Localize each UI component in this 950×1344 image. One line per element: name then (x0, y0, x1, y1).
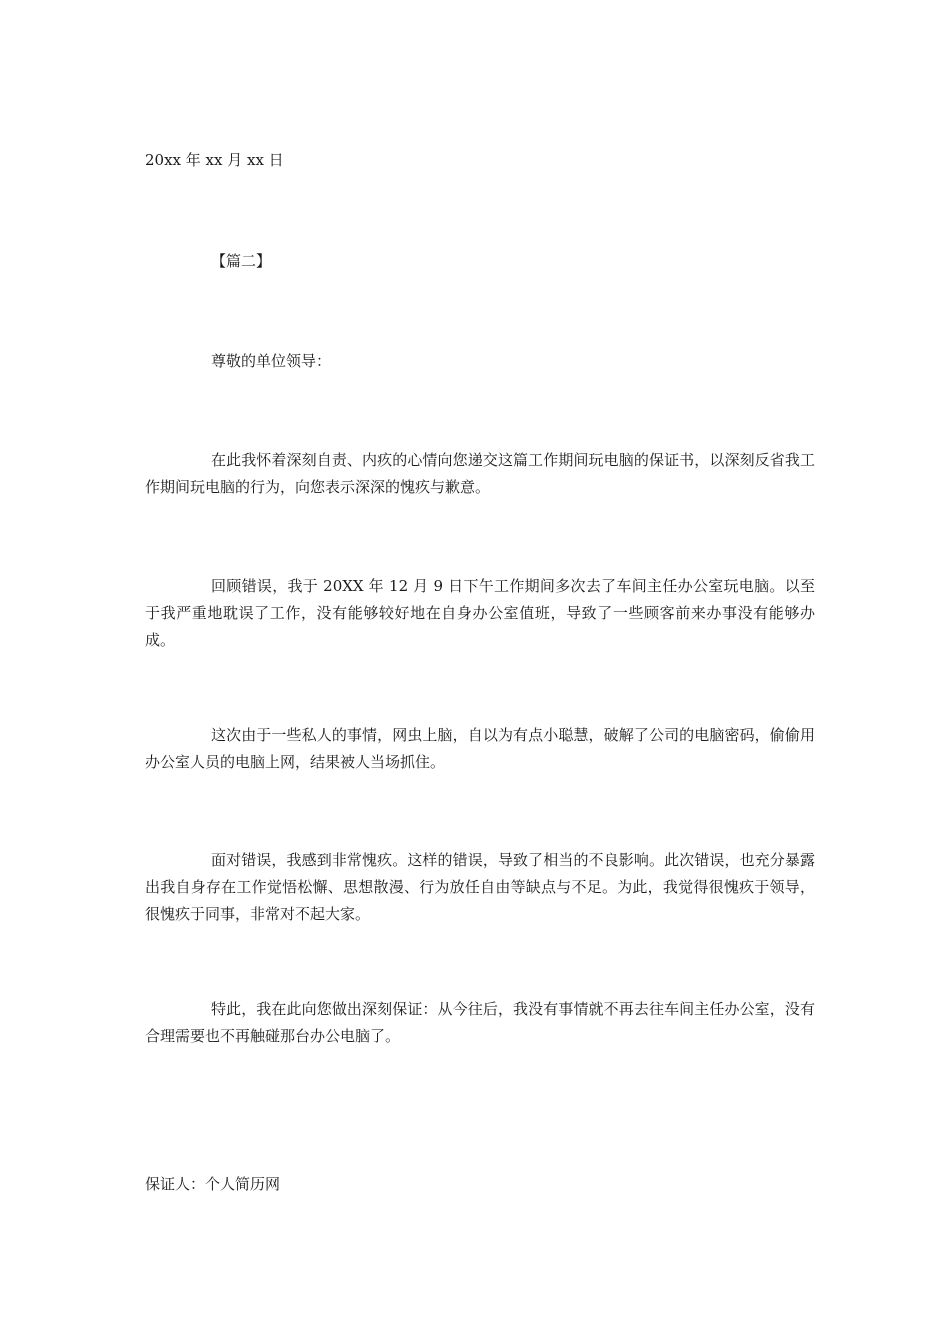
paragraph-5: 特此，我在此向您做出深刻保证：从今往后，我没有事情就不再去往车间主任办公室，没有合理需要也不再触碰那台办公电脑了。 (145, 1000, 815, 1045)
salutation: 尊敬的单位领导： (211, 352, 332, 370)
paragraph-3: 这次由于一些私人的事情，网虫上脑，自以为有点小聪慧，破解了公司的电脑密码，偷偷用办公室人员的电脑上网，结果被人当场抓住。 (145, 726, 815, 771)
paragraph-1: 在此我怀着深刻自责、内疚的心情向您递交这篇工作期间玩电脑的保证书，以深刻反省我工作期间玩电脑的行为，向您表示深深的愧疚与歉意。 (145, 451, 815, 496)
paragraph-2: 回顾错误，我于 20XX 年 12 月 9 日下午工作期间多次去了车间主任办公室玩电脑。以至于我严重地耽误了工作，没有能够较好地在自身办公室值班，导致了一些顾客前来办事没有能够办成。 (145, 577, 815, 649)
signature-line: 保证人：个人简历网 (145, 1175, 281, 1193)
document-date: 20xx 年 xx 月 xx 日 (145, 151, 284, 169)
paragraph-4: 面对错误，我感到非常愧疚。这样的错误，导致了相当的不良影响。此次错误，也充分暴露出我自身存在工作觉悟松懈、思想散漫、行为放任自由等缺点与不足。为此，我觉得很愧疚于领导，很愧疚于同事，非常对不起大家。 (145, 851, 815, 923)
section-heading: 【篇二】 (211, 252, 272, 270)
